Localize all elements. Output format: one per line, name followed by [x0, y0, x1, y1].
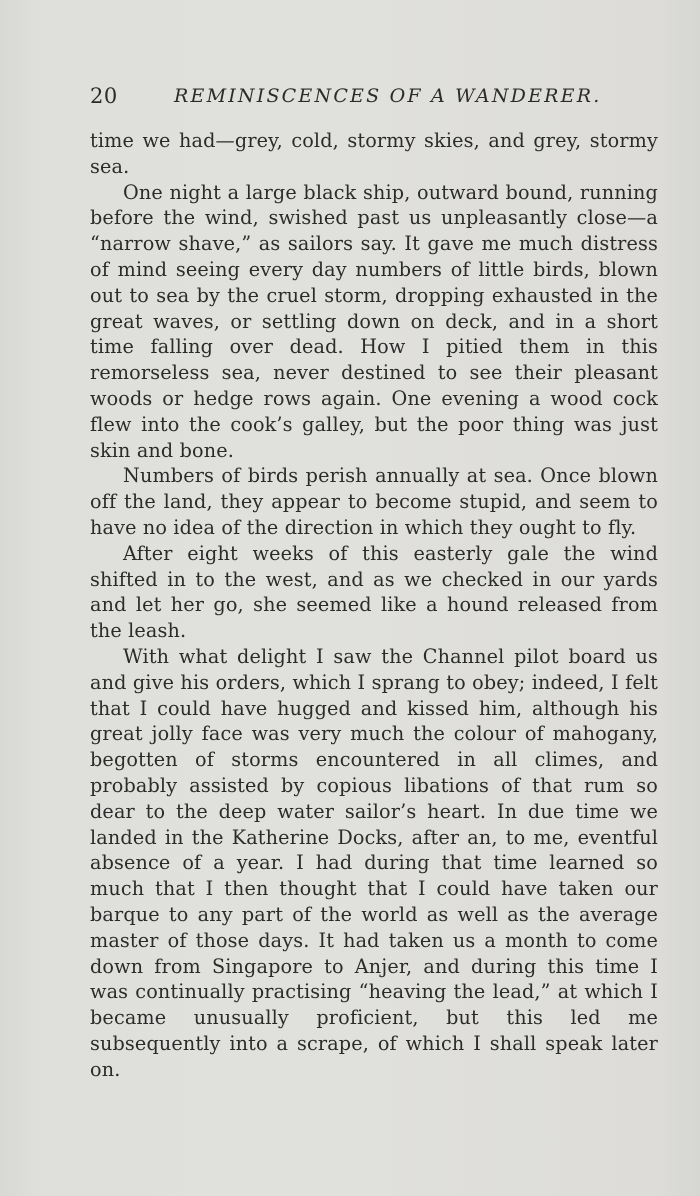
paragraph-wind-shift: After eight weeks of this easterly gale the wind shifted in to the west, and as we checked in our yards and let her go, she seemed like a hound released from the leash.: [90, 541, 658, 643]
paragraph-continuation: time we had—grey, cold, stormy skies, and grey, stormy sea.: [90, 129, 658, 178]
page-number: 20: [90, 84, 118, 108]
body-text: [90, 128, 658, 1082]
paragraph-channel-pilot: With what delight I saw the Channel pilot board us and give his orders, which I sprang to obey; indeed, I felt that I could have hugged and kissed him, although his great jolly face was very much the colour of mahogany, begotten of storms encountered in all climes, and probably assisted by copious libations of that rum so dear to the deep water sailor’s heart. In due time we landed in the Katherine Docks, after an, to me, eventful absence of a year. I had during that time learned so much that I then thought that I could have taken our barque to any part of the world as well as the average master of those days. It had taken us a month to come down from Singapore to Anjer, and during this time I was continually practising “heaving the lead,” at which I became unusually proficient, but this led me subsequently into a scrape, of which I shall speak later on.: [90, 644, 658, 1081]
paragraph-birds-perish: Numbers of birds perish annually at sea. Once blown off the land, they appear to become stupid, and seem to have no idea of the direction in which they ought to fly.: [90, 464, 658, 539]
running-title: REMINISCENCES OF A WANDERER.: [174, 85, 602, 107]
running-header: [90, 84, 602, 108]
paragraph-black-ship: One night a large black ship, outward bound, running before the wind, swished past us unpleasantly close—a “narrow shave,” as sailors say. It gave me much distress of mind seeing every day numbers of little birds, blown out to sea by the cruel storm, dropping exhausted in the great waves, or settling down on deck, and in a short time falling over dead. How I pitied them in this remorseless sea, never destined to see their pleasant woods or hedge rows again. One evening a wood cock flew into the cook’s galley, but the poor thing was just skin and bone.: [90, 180, 658, 462]
